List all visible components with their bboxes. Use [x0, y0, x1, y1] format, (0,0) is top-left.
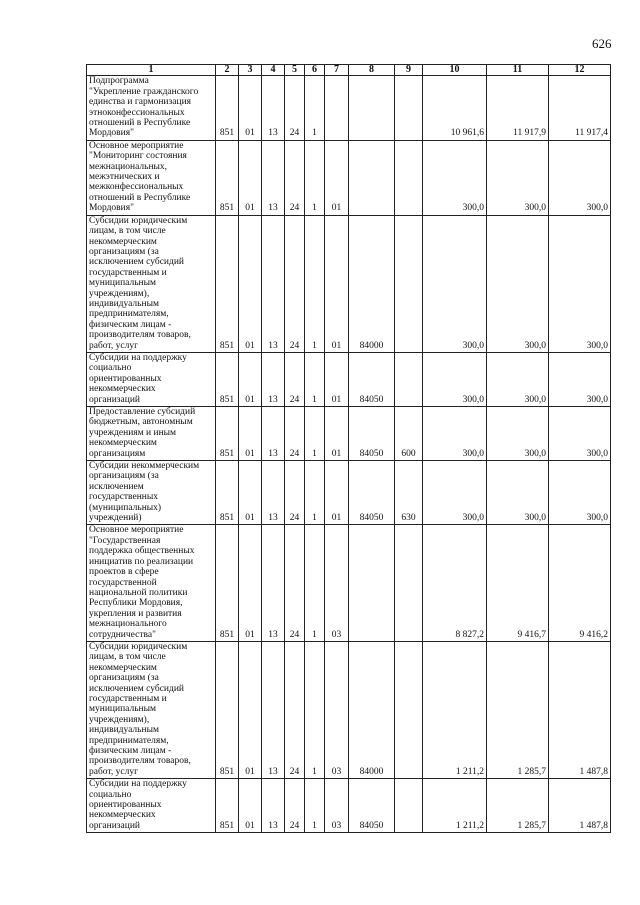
table-row	[87, 779, 611, 833]
cell-amount-11: 1 285,7	[487, 779, 549, 833]
cell-section: 01	[239, 641, 262, 778]
cell-subsection: 13	[262, 215, 285, 352]
row-name: Предоставление субсидий бюджетным, автономным учреждениям и иным некоммерческим организациям	[87, 407, 216, 461]
table-row	[87, 461, 611, 525]
row-name: Субсидии на поддержку социально ориентированных некоммерческих организаций	[87, 352, 216, 406]
cell-subprogram: 1	[305, 352, 325, 406]
column-header: 5	[285, 65, 305, 76]
cell-program: 24	[285, 352, 305, 406]
column-header: 1	[87, 65, 216, 76]
cell-program: 24	[285, 215, 305, 352]
row-name: Основное мероприятие "Государственная поддержка общественных инициатив по реализации проектов в сфере государственной национальной политики Республики Мордовия, укрепления и развития межнационального сотрудничества"	[87, 525, 216, 641]
cell-measure: 03	[325, 525, 349, 641]
cell-amount-10: 8 827,2	[423, 525, 487, 641]
cell-ministry: 851	[216, 215, 239, 352]
cell-subprogram: 1	[305, 525, 325, 641]
cell-subprogram: 1	[305, 779, 325, 833]
cell-amount-10: 10 961,6	[423, 76, 487, 140]
row-name: Подпрограмма "Укрепление гражданского единства и гармонизация этноконфессиональных отношений в Республике Мордовия"	[87, 76, 216, 140]
column-header: 12	[549, 65, 611, 76]
cell-amount-11: 300,0	[487, 140, 549, 215]
table-row	[87, 215, 611, 352]
cell-expense-type	[395, 215, 423, 352]
cell-section: 01	[239, 461, 262, 525]
row-name: Основное мероприятие "Мониторинг состояния межнациональных, межэтнических и межконфессиональных отношений в Республике Мордовия"	[87, 140, 216, 215]
cell-expense-type	[395, 140, 423, 215]
cell-amount-11: 300,0	[487, 461, 549, 525]
cell-amount-10: 1 211,2	[423, 779, 487, 833]
row-name: Субсидии на поддержку социально ориентированных некоммерческих организаций	[87, 779, 216, 833]
cell-amount-12: 1 487,8	[549, 641, 611, 778]
cell-amount-10: 300,0	[423, 140, 487, 215]
cell-subprogram: 1	[305, 461, 325, 525]
table-row	[87, 407, 611, 461]
cell-expense-type	[395, 76, 423, 140]
cell-subsection: 13	[262, 352, 285, 406]
cell-measure: 03	[325, 641, 349, 778]
cell-amount-11: 1 285,7	[487, 641, 549, 778]
cell-amount-10: 300,0	[423, 461, 487, 525]
row-name: Субсидии юридическим лицам, в том числе некоммерческим организациям (за исключением субсидий государственным и муниципальным учреждениям), индивидуальным предпринимателям, физическим лицам - производителям товаров, работ, услуг	[87, 215, 216, 352]
cell-expense-type	[395, 779, 423, 833]
cell-direction	[349, 525, 395, 641]
column-header: 9	[395, 65, 423, 76]
cell-program: 24	[285, 641, 305, 778]
cell-measure: 01	[325, 407, 349, 461]
cell-section: 01	[239, 215, 262, 352]
cell-amount-12: 300,0	[549, 461, 611, 525]
column-header: 11	[487, 65, 549, 76]
cell-direction: 84050	[349, 461, 395, 525]
cell-expense-type: 630	[395, 461, 423, 525]
cell-amount-12: 300,0	[549, 140, 611, 215]
cell-direction: 84000	[349, 215, 395, 352]
cell-subprogram: 1	[305, 76, 325, 140]
cell-amount-12: 300,0	[549, 215, 611, 352]
column-header: 10	[423, 65, 487, 76]
cell-direction: 84050	[349, 352, 395, 406]
cell-amount-10: 1 211,2	[423, 641, 487, 778]
cell-program: 24	[285, 525, 305, 641]
cell-section: 01	[239, 140, 262, 215]
cell-direction: 84050	[349, 407, 395, 461]
column-header: 8	[349, 65, 395, 76]
cell-amount-11: 9 416,7	[487, 525, 549, 641]
cell-measure: 01	[325, 215, 349, 352]
cell-amount-12: 11 917,4	[549, 76, 611, 140]
cell-program: 24	[285, 779, 305, 833]
cell-amount-12: 9 416,2	[549, 525, 611, 641]
column-header: 3	[239, 65, 262, 76]
cell-amount-12: 300,0	[549, 407, 611, 461]
cell-subprogram: 1	[305, 215, 325, 352]
cell-measure: 01	[325, 461, 349, 525]
cell-direction: 84050	[349, 779, 395, 833]
cell-direction: 84000	[349, 641, 395, 778]
row-name: Субсидии некоммерческим организациям (за исключением государственных (муниципальных) учреждений)	[87, 461, 216, 525]
cell-amount-10: 300,0	[423, 215, 487, 352]
page-number: 626	[592, 36, 612, 51]
table-row	[87, 76, 611, 140]
cell-subprogram: 1	[305, 641, 325, 778]
cell-measure: 01	[325, 140, 349, 215]
cell-ministry: 851	[216, 641, 239, 778]
cell-subsection: 13	[262, 641, 285, 778]
cell-section: 01	[239, 407, 262, 461]
cell-subsection: 13	[262, 461, 285, 525]
cell-subprogram: 1	[305, 140, 325, 215]
cell-expense-type	[395, 525, 423, 641]
cell-expense-type: 600	[395, 407, 423, 461]
cell-program: 24	[285, 407, 305, 461]
column-header: 7	[325, 65, 349, 76]
cell-program: 24	[285, 76, 305, 140]
cell-section: 01	[239, 76, 262, 140]
cell-subprogram: 1	[305, 407, 325, 461]
cell-amount-10: 300,0	[423, 352, 487, 406]
cell-ministry: 851	[216, 76, 239, 140]
cell-amount-11: 300,0	[487, 352, 549, 406]
cell-ministry: 851	[216, 525, 239, 641]
cell-program: 24	[285, 140, 305, 215]
table-row	[87, 352, 611, 406]
cell-subsection: 13	[262, 76, 285, 140]
cell-measure: 03	[325, 779, 349, 833]
column-header: 2	[216, 65, 239, 76]
cell-amount-11: 300,0	[487, 407, 549, 461]
cell-measure	[325, 76, 349, 140]
column-header: 4	[262, 65, 285, 76]
header-row	[87, 65, 611, 76]
column-header: 6	[305, 65, 325, 76]
cell-amount-12: 300,0	[549, 352, 611, 406]
table-row	[87, 641, 611, 778]
cell-section: 01	[239, 525, 262, 641]
cell-subsection: 13	[262, 525, 285, 641]
cell-ministry: 851	[216, 779, 239, 833]
row-name: Субсидии юридическим лицам, в том числе некоммерческим организациям (за исключением субсидий государственным и муниципальным учреждениям), индивидуальным предпринимателям, физическим лицам - производителям товаров, работ, услуг	[87, 641, 216, 778]
cell-subsection: 13	[262, 779, 285, 833]
cell-measure: 01	[325, 352, 349, 406]
cell-amount-11: 11 917,9	[487, 76, 549, 140]
cell-expense-type	[395, 641, 423, 778]
cell-section: 01	[239, 352, 262, 406]
cell-ministry: 851	[216, 140, 239, 215]
cell-ministry: 851	[216, 352, 239, 406]
cell-section: 01	[239, 779, 262, 833]
cell-subsection: 13	[262, 407, 285, 461]
table-row	[87, 140, 611, 215]
budget-table	[86, 64, 611, 833]
cell-ministry: 851	[216, 461, 239, 525]
cell-direction	[349, 140, 395, 215]
cell-expense-type	[395, 352, 423, 406]
cell-amount-11: 300,0	[487, 215, 549, 352]
table-row	[87, 525, 611, 641]
cell-program: 24	[285, 461, 305, 525]
cell-direction	[349, 76, 395, 140]
cell-ministry: 851	[216, 407, 239, 461]
cell-amount-12: 1 487,8	[549, 779, 611, 833]
cell-amount-10: 300,0	[423, 407, 487, 461]
cell-subsection: 13	[262, 140, 285, 215]
